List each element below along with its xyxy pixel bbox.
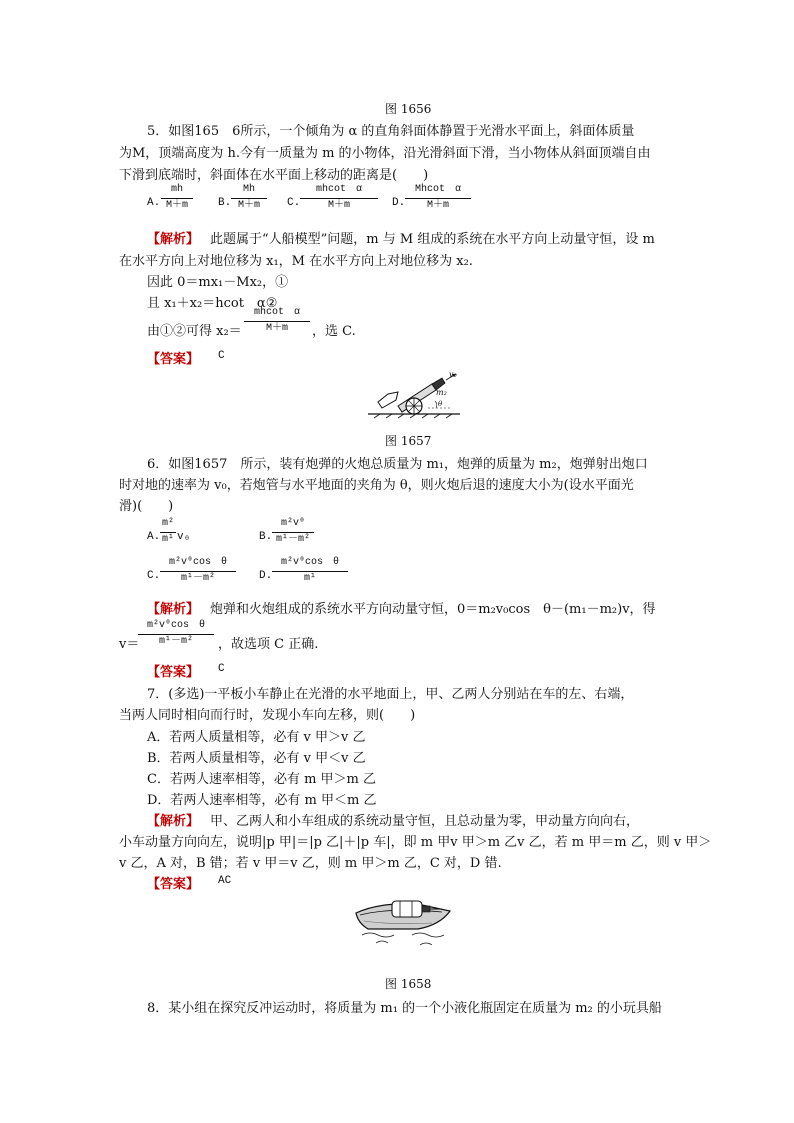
q8-stem-line1: 8．某小组在探究反冲运动时，将质量为 m₁ 的一个小液化瓶固定在质量为 m₂ 的小玩具船 [147,1001,662,1016]
q5-stem-line3: 下滑到底端时，斜面体在水平面上移动的距离是( ) [119,168,429,183]
q7-option-a: A．若两人质量相等，必有 v 甲＞v 乙 [147,730,366,745]
q6-analysis-tag: 【解析】 [147,602,200,617]
q5-analysis-tag: 【解析】 [147,232,200,247]
toy-boat-figure [352,895,458,953]
q5-stem-line2: 为M，顶端高度为 h.今有一质量为 m 的小物体，沿光滑斜面下滑，当小物体从斜面顶端自由 [119,146,651,161]
q7-answer: AC [218,875,232,887]
velocity-label: v₀ [449,370,457,379]
figure-caption-1656: 图 1656 [385,102,432,116]
q5-answer: C [218,350,225,362]
q7-answer-tag: 【答案】 [147,877,200,892]
q5-step2: 且 x₁＋x₂＝hcot α② [147,296,278,311]
q5-analysis-line1: 此题属于“人船模型”问题，m 与 M 组成的系统在水平方向上动量守恒，设 m [210,232,655,247]
q7-stem-line1: 7．(多选)一平板小车静止在光滑的水平地面上，甲、乙两人分别站在车的左、右端， [147,687,634,702]
angle-label: θ [438,400,443,408]
q5-step1: 因此 0＝mx₁－Mx₂，① [147,275,289,290]
q5-stem-line1: 5．如图165 6所示，一个倾角为 α 的直角斜面体静置于光滑水平面上，斜面体质量 [147,124,635,139]
q6-answer-tag: 【答案】 [147,665,200,680]
q7-option-d: D．若两人速率相等，必有 m 甲＜m 乙 [147,793,377,808]
q7-analysis-line3: v 乙，A 对，B 错；若 v 甲＝v 乙，则 m 甲＞m 乙，C 对，D 错. [119,856,502,871]
q7-option-b: B．若两人质量相等，必有 v 甲＜v 乙 [147,751,366,766]
q7-analysis-line1: 甲、乙两人和小车组成的系统动量守恒，且总动量为零，甲动量方向向右， [210,814,640,829]
q7-analysis-tag: 【解析】 [147,814,200,829]
q6-answer: C [218,663,225,675]
figure-caption-1658: 图 1658 [385,977,432,991]
figure-caption-1657: 图 1657 [385,434,432,448]
q5-answer-tag: 【答案】 [147,352,200,367]
q6-stem-line1: 6．如图1657 所示，装有炮弹的火炮总质量为 m₁，炮弹的质量为 m₂，炮弹射出炮口 [147,457,648,472]
q7-option-c: C．若两人速率相等，必有 m 甲＞m 乙 [147,772,376,787]
q6-analysis-line1: 炮弹和火炮组成的系统水平方向动量守恒，0＝m₂v₀cos θ－(m₁－m₂)v，得 [210,602,656,617]
q6-stem-line2: 时对地的速率为 v₀，若炮管与水平地面的夹角为 θ，则火炮后退的速度大小为(设水平面光 [119,478,634,493]
mass-label: m₂ [436,388,447,397]
q7-stem-line2: 当两人同时相向而行时，发现小车向左移，则( ) [119,708,416,723]
q6-stem-line3: 滑)( ) [119,499,174,514]
q7-analysis-line2: 小车动量方向向左，说明|p 甲|＝|p 乙|＋|p 车|，即 m 甲v 甲＞m 乙v 乙，若 m 甲＝m 乙，则 v 甲＞ [119,835,712,850]
q5-analysis-line2: 在水平方向上对地位移为 x₁，M 在水平方向上对地位移为 x₂. [119,254,473,269]
